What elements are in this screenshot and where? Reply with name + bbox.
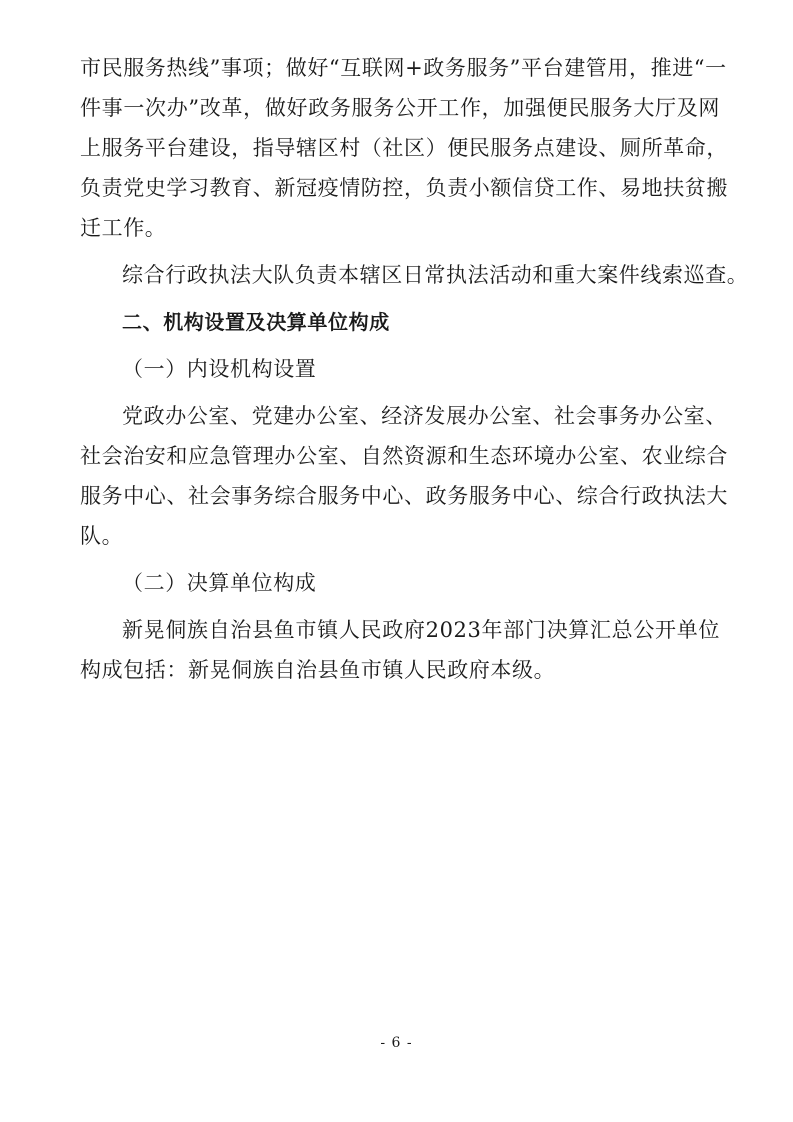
text-line: 构成包括：新晃侗族自治县鱼市镇人民政府本级。 [80,658,556,682]
text-line: 市民服务热线”事项；做好“互联网+政务服务”平台建管用，推进“一 [80,56,727,80]
text-line: 迁工作。 [80,216,167,240]
subsection-title-budget-units: （二）决算单位构成 [122,571,317,595]
paragraph-budget-units [80,610,720,690]
paragraph-law-enforcement: 综合行政执法大队负责本辖区日常执法活动和重大案件线索巡查。 [122,263,749,287]
subsection-title-internal-structure: （一）内设机构设置 [122,357,317,381]
text-line: 上服务平台建设，指导辖区村（社区）便民服务点建设、厕所革命， [80,136,728,160]
text-line: 队。 [80,524,124,548]
document-body [80,48,749,690]
text-line: 党政办公室、党建办公室、经济发展办公室、社会事务办公室、 [122,404,727,428]
text-line: 服务中心、社会事务综合服务中心、政务服务中心、综合行政执法大 [80,484,728,508]
section-heading: 二、机构设置及决算单位构成 [122,310,390,334]
paragraph-internal-structure [80,396,728,556]
paragraph-duties-continued [80,48,728,248]
text-line: 新晃侗族自治县鱼市镇人民政府2023年部门决算汇总公开单位 [122,618,720,642]
text-line: 负责党史学习教育、新冠疫情防控，负责小额信贷工作、易地扶贫搬 [80,176,728,200]
text-line: 社会治安和应急管理办公室、自然资源和生态环境办公室、农业综合 [80,444,728,468]
text-line: 件事一次办”改革，做好政务服务公开工作，加强便民服务大厅及网 [80,96,720,120]
page-number: - 6 - [380,1035,413,1051]
